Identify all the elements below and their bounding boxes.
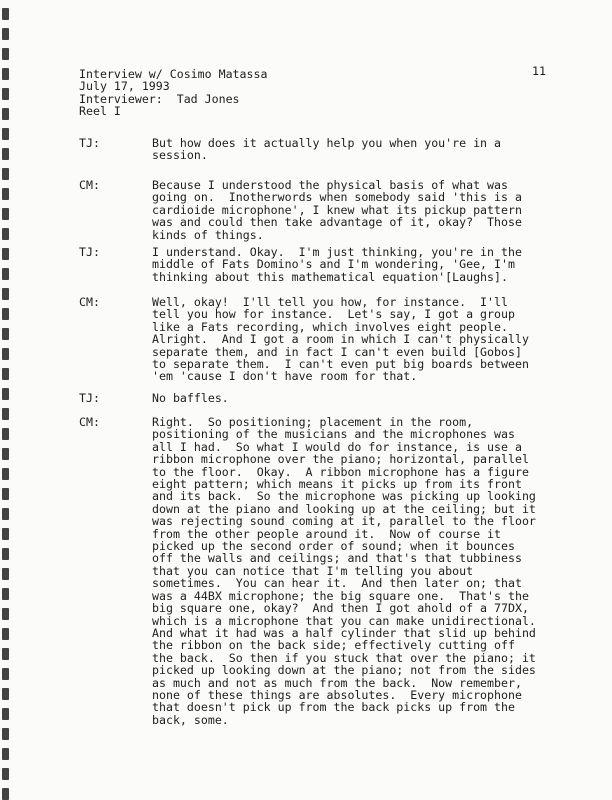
binding-hole [2, 468, 9, 480]
binding-hole [2, 728, 9, 740]
header-line-reel: Reel I [79, 104, 121, 119]
binding-hole [2, 768, 9, 780]
header-line-title: Interview w/ Cosimo Matassa [79, 67, 268, 81]
speech-line: and its back. So the microphone was picking up looking [152, 489, 536, 504]
binding-hole [2, 488, 9, 500]
speech-line: No baffles. [152, 391, 229, 405]
speech-line: cardioide microphone', I knew what its pickup pattern [152, 202, 522, 217]
speech-line: separate them, and in fact I can't even build [Gobos] [152, 344, 522, 359]
binding-hole [2, 608, 9, 620]
binding-hole [2, 128, 9, 140]
speech-text [152, 137, 562, 162]
speech-line: Alright. And I got a room in which I can't physically [152, 332, 529, 347]
binding-hole [2, 328, 9, 340]
speech-line: to the floor. Okay. A ribbon microphone has a figure [152, 464, 529, 479]
binding-hole [2, 528, 9, 540]
binding-hole [2, 108, 9, 120]
speech-line: sometimes. You can hear it. And then later on; that [152, 576, 522, 591]
speech-line: picked up the second order of sound; when it bounces [152, 539, 515, 554]
speaker-label: CM: [79, 178, 100, 192]
speech-line: kinds of things. [152, 227, 264, 242]
speech-line: big square one, okay? And then I got ahold of a 77DX, [152, 601, 529, 616]
speech-line: as much and not as much from the back. Now remember, [152, 675, 522, 690]
speech-line: off the walls and ceilings; and that's that tubbiness [152, 551, 522, 566]
speech-text [152, 416, 562, 726]
binding-hole [2, 288, 9, 300]
speech-line: going on. Inotherwords when somebody said 'this is a [152, 190, 522, 205]
speaker-label: TJ: [79, 136, 100, 150]
speech-line: And what it had was a half cylinder that slid up behind [152, 625, 536, 640]
speech-text [152, 296, 562, 383]
binding-hole [2, 188, 9, 200]
speech-line: that you can notice that I'm telling you about [152, 563, 474, 578]
binding-hole [2, 68, 9, 80]
speaker-label: TJ: [79, 245, 100, 259]
speaker-label: TJ: [79, 391, 100, 405]
binding-hole [2, 748, 9, 760]
speech-line: thinking about this mathematical equation'[Laughs]. [152, 269, 508, 284]
speech-line: session. [152, 148, 208, 163]
speaker-label: CM: [79, 415, 100, 429]
binding-hole [2, 248, 9, 260]
speech-line: picked up looking down at the piano; not from the sides [152, 663, 536, 678]
speech-line: the back. So then if you stuck that over the piano; it [152, 650, 536, 665]
speech-line: Well, okay! I'll tell you how, for instance. I'll [152, 295, 508, 309]
speech-line: like a Fats recording, which involves eight people. [152, 319, 508, 334]
binding-hole [2, 508, 9, 520]
binding-hole [2, 548, 9, 560]
binding-hole [2, 568, 9, 580]
speaker-label: CM: [79, 295, 100, 309]
header-line-interviewer: Interviewer: Tad Jones [79, 91, 240, 106]
speech-line: But how does it actually help you when you're in a [152, 136, 502, 150]
speech-line: was a 44BX microphone; the big square one. That's the [152, 588, 529, 603]
binding-hole [2, 368, 9, 380]
speech-line: I understand. Okay. I'm just thinking, you're in the [152, 245, 522, 259]
speech-line: from the other people around it. Now of course it [152, 526, 502, 541]
binding-hole [2, 308, 9, 320]
binding-hole [2, 688, 9, 700]
speech-line: none of these things are absolutes. Every microphone [152, 687, 522, 702]
binding-hole [2, 648, 9, 660]
binding-hole [2, 588, 9, 600]
binding-hole [2, 208, 9, 220]
binding-hole [2, 8, 9, 20]
speech-line: Because I understood the physical basis of what was [152, 178, 508, 192]
speech-line: ribbon microphone over the piano; horizontal, parallel [152, 452, 529, 467]
page-number: 11 [532, 64, 546, 78]
binding-hole [2, 668, 9, 680]
binding-hole [2, 348, 9, 360]
spiral-binding [0, 0, 14, 792]
binding-hole [2, 268, 9, 280]
speech-line: positioning of the musicians and the microphones was [152, 427, 515, 442]
speech-line: that doesn't pick up from the back picks up from the [152, 700, 515, 715]
speech-line: to separate them. I can't even put big boards between [152, 357, 529, 372]
binding-hole [2, 148, 9, 160]
binding-hole [2, 168, 9, 180]
speech-line: Right. So positioning; placement in the room, [152, 415, 474, 429]
binding-hole [2, 628, 9, 640]
document-header [79, 68, 267, 118]
speech-line: tell you how for instance. Let's say, I got a group [152, 307, 515, 322]
binding-hole [2, 228, 9, 240]
speech-line: 'em 'cause I don't have room for that. [152, 369, 418, 384]
binding-hole [2, 28, 9, 40]
binding-hole [2, 408, 9, 420]
header-line-date: July 17, 1993 [79, 79, 170, 94]
speech-line: was and could then take advantage of it, okay? Those [152, 215, 522, 230]
binding-hole [2, 88, 9, 100]
speech-line: back, some. [152, 712, 229, 727]
speech-text [152, 179, 562, 241]
binding-hole [2, 788, 9, 800]
binding-hole [2, 708, 9, 720]
speech-text [152, 392, 562, 404]
binding-hole [2, 448, 9, 460]
binding-hole [2, 48, 9, 60]
speech-line: was rejecting sound coming at it, parallel to the floor [152, 514, 536, 529]
speech-line: middle of Fats Domino's and I'm wondering, 'Gee, I'm [152, 257, 515, 272]
speech-line: the ribbon on the back side; effectively cutting off [152, 638, 515, 653]
speech-text [152, 246, 562, 283]
binding-hole [2, 388, 9, 400]
speech-line: all I had. So what I would do for instance, is use a [152, 439, 522, 454]
speech-line: which is a microphone that you can make unidirectional. [152, 613, 536, 628]
binding-hole [2, 428, 9, 440]
speech-line: down at the piano and looking up at the ceiling; but it [152, 501, 536, 516]
speech-line: eight pattern; which means it picks up from its front [152, 477, 522, 492]
